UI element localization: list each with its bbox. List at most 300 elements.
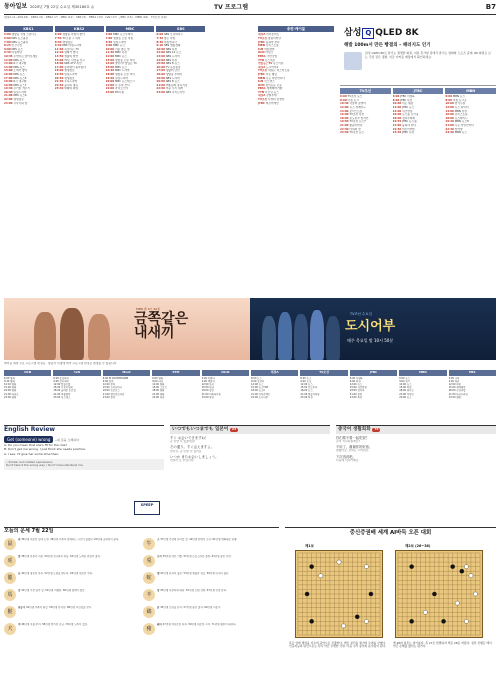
baduk-commentary-right: 백 26의 침투는 날카롭다. 흑 27로 반발하자 백은 28로 버텼다. 실전 진행은 백이 약간 손해를 봤다는 평가다. [393,641,492,649]
schedule-column-kbs2 [55,26,104,318]
related-expressions [4,459,164,470]
zodiac-row [143,572,279,584]
zodiac-row [4,589,140,601]
board-label-right: 제2보 (26~36) [405,544,431,548]
black-stone [355,615,359,619]
schedule-column-sbs [156,26,205,318]
channel-header: Mnet [103,370,150,376]
program-row: 18:00 보도본부 핫라인 [340,116,369,120]
program-row: 18:00 놀라운 토요일 [53,389,76,393]
program-row: 9:00 천기 [399,379,410,383]
program-row: 15:00 SBS 8 뉴스 [156,62,180,66]
white-stone [423,610,427,614]
zodiac-text: 범 38년생 마음의 여유. 50년생 친구와의 만남. 62년생 노력한 만큼의 결과. [18,555,101,559]
zodiac-row [4,572,140,584]
zodiac-8-icon: 羊 [143,589,155,601]
program-row: 6:00 뉴스 [300,376,312,380]
program-row: 6:00 뉴스 [251,376,262,380]
program-row: 22:00 미운 우리 새끼 [156,87,184,91]
broadcast-schedule [4,26,256,318]
zodiac-text: 쥐 36년생 새로운 일에 도전. 48년생 가족과 함께하는 시간이 즐겁다. 60년생 금전운이 좋다. [18,538,120,542]
program-row: 15:00 사건반장 [349,386,367,390]
zodiac-text: 토끼 39년생 작은 기쁨. 51년생 조심스러운 결정. 63년생 좋은 인연. [157,555,232,559]
program-row: 15:00 MBC 뉴스 [105,65,128,69]
zodiac-4-icon: 兎 [143,555,155,567]
program-row: 14:00 보이스트롯 [340,109,363,113]
banner-right [250,298,496,360]
schedule-column-kbs1 [4,26,53,318]
channel-header: JTBC [393,88,444,94]
program-row: 19:20 일일드라마 [105,76,128,80]
program-row: 23:00 특선 [201,395,214,399]
channel-header: TV조선 [300,370,347,376]
cast-figure-icon [310,310,324,360]
program-row: JTBC 비긴어게인 [258,101,279,105]
program-row: 15:00 세계테마 [448,386,466,390]
program-row: 8:30 일일드라마 [105,40,127,44]
program-row: 16:00 KBS 뉴스 [4,72,25,76]
program-row: 9:00 다큐 [448,379,460,383]
program-row: 8:00 아침 토크쇼 [445,98,467,102]
horoscope-grid [4,536,279,635]
zodiac-text: 닭 45년생 조언을 듣자. 57년생 좋은 결과. 69년생 이동수. [157,606,222,610]
cast-figure-icon [262,316,276,360]
program-row: JTBC 아는 형님 [258,72,277,76]
program-row: 12:00 뉴스 [349,383,363,386]
lesson-number-badge: 24 [231,427,237,431]
program-row: 6:00 응답하라 [53,376,69,380]
channel-header: XTM [152,370,199,376]
program-row: 10:00 천기누설 [445,102,466,106]
zodiac-row [143,538,279,550]
channel-header: MBN [399,370,446,376]
zodiac-row [4,555,140,567]
program-row: 10:00 SBS 특선 [156,47,178,51]
program-row: 23:00 영화 [448,395,461,399]
program-row: 9:00 책읽어 [201,379,215,383]
program-row: 15:00 쇼미더머니 [102,386,122,390]
qled-q-mark: Q [362,28,374,39]
host-figure-icon [34,312,56,360]
jp-sentence: いつか またお会いしましょう。 [170,455,219,460]
zodiac-text: 뱀 41년생 휴식이 필요. 53년생 재물운 상승. 65년생 인내가 필요. [157,572,230,576]
program-row: 18:00 뉴스A [251,389,265,393]
cast-figure-icon [278,312,292,360]
program-row: 16:00 TV 동물농장 [156,65,181,69]
cn-sentence: 不用了，谢谢你的好意。 [336,445,373,450]
program-row: 18:00 영화 [4,389,17,393]
program-row: 15:00 보도본부 [300,386,318,390]
program-row: 7:50 TV소설 그 여자 [54,36,81,40]
program-row: 9:30 아침마당 [4,51,22,55]
lesson-number-badge: 76 [374,427,379,431]
channel-header: 채널A [251,370,298,376]
cable-column [449,370,496,422]
program-row: 15:00 다큐 [201,386,214,390]
program-row: 8:00 아침 토크 [340,98,359,102]
baduk-column [285,527,496,687]
black-stone [310,619,314,623]
channel-header: KBS1 [4,26,53,32]
program-row: 12:00 JTBC 뉴스 [392,106,415,110]
program-row: 21:00 뭉찬 [349,392,363,396]
program-row: 23:00 도시어부 [251,395,268,399]
cable-column [4,370,51,422]
cn-translation: 같이 식사하실래요? [336,439,360,443]
program-row: 15:00 노래가 좋아 [4,69,28,73]
banner-left [4,298,250,360]
program-row: 21:00 나 혼자 산다 [105,83,130,87]
channel-header: tvN [53,370,100,376]
program-row: 9:00 모닝 [300,379,312,383]
program-row: 10:45 무엇이든 물어보세요 [4,54,38,58]
program-row: 10:30 사랑의 콜센타 [340,102,366,106]
program-row: 18:00 와이드 [399,389,414,393]
program-row: 6:00 어쩌다 [201,376,215,380]
horoscope [4,527,279,687]
program-row: 12:00 뮤직 [102,383,116,386]
program-row: 13:00 생방송 오늘 저녁 [105,58,135,62]
program-row: 20:30 일일드라마 [4,90,27,94]
black-stone [305,592,309,596]
program-row: 18:00 생방송 오늘 저녁 [105,72,135,76]
program-row: 18:00 정치부회의 [392,116,416,120]
channel-header: MBN [445,88,496,94]
horoscope-title: 오늘의 운세 7월 22일 [4,528,54,534]
program-banner [4,298,496,360]
program-row: 11:00 속보이는 TV [54,47,79,51]
zodiac-2-icon: 牛 [143,538,155,550]
program-row: 17:00 슈퍼맨이 돌아왔다 [54,65,86,69]
program-row: TV조선 내일은 미스터트롯 [258,69,290,73]
channel-header: OCN [4,370,51,376]
program-row: 20:30 생생정보 [54,76,75,80]
program-row: JTBC 뭉쳐야 찬다 [258,40,280,44]
program-row: 20:00 MBC 뉴스데스크 [105,80,135,84]
schedule-column-mbc [106,26,155,318]
program-row: 6:00 아침& [349,376,363,380]
dialog-line: A: Do you mean that she's fit for the role? [4,442,67,447]
program-row: 10:00 기분 좋은 날 [105,47,130,51]
program-row: 15:00 특선 [399,386,412,390]
dialog-line: B: Don't get me wrong. I just think she needs practice. [4,447,86,452]
cn-sentence: 下次再说吧。 [336,454,356,459]
program-row: 18:00 생생정보 [54,69,75,73]
cable-schedule [4,370,496,422]
program-row: 14:00 SBS 특선 [156,58,178,62]
program-row: 23:00 다큐 [152,395,165,399]
program-row: 19:00 SBS 드라마 [156,76,180,80]
white-stone [364,619,368,623]
program-row: 19:40 MBN 뉴스8 [445,120,469,124]
program-row: 12:00 요리 [201,383,214,386]
program-row: 18:00 극한직업 [448,389,466,393]
white-stone [469,574,473,578]
go-board-right [395,550,483,638]
zodiac-6-icon: 蛇 [143,572,155,584]
program-row: 21:00 뽕숭아학당 [340,124,363,127]
program-row: 21:00 엠카운트다운 [102,392,125,396]
program-row: 16:00 TV조선 특선 [340,113,365,117]
program-row: 9:10 SBS 생활경제 [156,44,181,48]
program-row: 14:00 찾아라! 맛있는 TV [105,62,137,66]
banner-right-tag: TV조선 수요일 [350,312,372,316]
program-row: 12:00 SBS 12 뉴스 [156,51,182,55]
cable-list-column [258,26,334,318]
channel-header: MBC [106,26,155,32]
program-row: 23:00 뉴스 [399,395,412,399]
cn-translation: 괜찮아요, 호의는 고마워요. [336,449,370,453]
program-row: 9:00 삼시세끼 [53,379,69,383]
white-stone [455,601,459,605]
program-row: 18:00 강연 [201,389,214,393]
program-row: 18:00 6시 내고향 [4,80,27,84]
jp-sentence: その通り。すぐ会えますよ。 [170,445,215,450]
channel-header: EBS [449,370,496,376]
program-row: 18:00 정치부 [349,389,365,393]
program-row: 6:00 영화 [152,376,163,380]
program-row: 7:00 KBS 뉴스광장 [4,40,29,44]
channel-header: SBS [156,26,205,32]
program-row: 21:00 나는 자연인이다 [445,124,474,127]
cable-column [53,370,100,422]
black-stone [369,592,373,596]
program-row: 23:00 영화 [4,395,17,399]
samsung-brand-row [340,26,496,41]
program-row: 8:30 생생정보 [54,40,73,44]
program-row: 23:00 SBS 나이트라인 [156,90,185,94]
ad-body: 삼성 QLED 8K로 즐기는 생생한 화질. 여름 휴가철 집에서 즐기는 영화와 스포츠 중계, 8K 화질로 보는 극장 같은 경험. 지금 가까운 매장에서 확인하세요. [365,50,491,59]
program-row: 15:00 수요미식회 [53,386,73,390]
issue-date: 2020년 7월 22일 수요일 제30160호 ◎ [30,5,95,9]
masthead [4,3,496,15]
cn-translation: 다음에 이야기해요. [336,459,360,463]
speep-logo: SPEEP [134,501,160,515]
zodiac-row [4,623,140,635]
channel-header: OtvN [202,370,249,376]
program-row: 21:00 KBS 뉴스9 [4,94,27,98]
cable-column [103,370,150,422]
program-row: 22:30 불후의 명곡 [54,83,79,87]
schedule-column-mbn [445,88,496,296]
program-row: 12:00 MBC 뉴스 [105,54,128,58]
program-row: 23:00 PD수첩 [105,90,124,94]
baduk-title: 중신증권배 세계 AI바둑 오픈 대회 [349,530,432,536]
host-figure-icon [60,308,84,360]
channel-header: TV조선 [340,88,391,94]
related-note: • Similar and related expressions [6,459,53,464]
schedule-column-tvchosun [340,88,391,296]
program-row: 9:00 MBC 뉴스 [105,44,126,48]
program-row: 18:00 생방송 투데이 [156,72,183,76]
zodiac-10-icon: 鷄 [143,606,155,618]
zodiac-row [143,623,279,635]
baduk-commentary: 흑은 상변 세력을 키우며 중앙으로 진출한다. 백은 실리를 챙기며 우변을 굳혔다. 인공지능의 판단으로는 흑이 약간 우세한 국면. 다음 수가 승부의 분수령이 된다. [289,641,387,649]
zodiac-text: 원숭이 44년생 가족의 화합. 56년생 문서운. 68년생 자신감을 갖자. [18,606,92,610]
program-row: 9:00 KBS 뉴스 [4,47,23,51]
program-row: TV조선 뽕숭아학당 [258,36,281,40]
zodiac-12-icon: 豬 [143,623,155,635]
zodiac-7-icon: 馬 [4,589,16,601]
program-row: 11:30 MBC 특선 [105,51,128,55]
white-stone [464,619,468,623]
program-row: 22:30 아내의 맛 [340,127,361,131]
program-row: 22:00 생생정보 [4,98,24,102]
program-row: 17:00 생활의 달인 [156,69,180,73]
english-review-title: English Review [4,426,55,433]
program-row: 18:00 프로듀스 [102,389,120,393]
section-title: TV 프로그램 [214,4,249,11]
program-row: YTN 이브닝 뉴스 [258,90,279,94]
go-board-left [295,550,383,638]
jp-sentence: すぐ お会いできますね！ [170,435,209,440]
program-row: 6:00 MBN 뉴스 [445,95,466,99]
zodiac-1-icon: 鼠 [4,538,16,550]
program-row: 20:00 SBS 8 뉴스 [156,80,180,84]
dialog-line: A: I see. I'll give her some time then. [4,452,60,456]
zodiac-3-icon: 虎 [4,555,16,567]
program-row: 23:40 JTBC 특선 [392,131,415,135]
program-row: 6:00 SBS 모닝와이드 [156,33,183,37]
program-row: 23:00 특선 [349,395,363,399]
program-row: 6:00 생방송 아침이 좋다 [54,33,85,37]
program-row: 9:40 KBS 아침드라마 [54,44,82,48]
zodiac-text: 개 46년생 지출 주의. 58년생 반가운 손님. 70년생 노력이 결실. [18,623,88,627]
program-row: 16:00 KBS 2TV 특선 [54,62,82,66]
zodiac-9-icon: 猴 [4,606,16,618]
tv-thumbnail-icon [344,52,362,70]
program-row: MBN 보이스트롯 [258,44,279,48]
program-row: 6:00 M COUNTDOWN [102,376,129,380]
english-meaning: ~의 뜻을 오해하다 [54,437,80,442]
program-row: 21:00 여름방학 [53,392,71,396]
samsung-logo: 삼성 [344,28,362,38]
program-row: 15:00 스포츠 [152,386,167,390]
black-stone [410,619,414,623]
zodiac-row [143,589,279,601]
black-stone [432,592,436,596]
program-row: 22:00 라디오스타 [105,87,128,91]
right-schedule [340,88,496,296]
program-row: 14:00 KBS 뉴스 [4,65,25,69]
chinese-lesson [336,425,496,523]
zodiac-text: 용 40년생 평온한 하루. 52년생 도움을 받는다. 64년생 새로운 기회. [18,572,93,576]
program-row: 23:00 시사기획 창 [4,101,28,105]
banner-left-title: 금쪽같은 내새끼 [134,311,189,341]
program-row: 6:00 TV조선 뉴스 [340,95,363,99]
cn-sentence: 你们要不要一起吃饭？ [336,435,369,440]
program-row: 9:00 김진의 [251,379,265,383]
program-row: 5:00 생방송 상생 스튜디오 [4,33,37,37]
zodiac-row [143,606,279,618]
program-row: 12:00 알쓸신잡 [53,383,71,386]
program-row: 9:00 다큐 [152,379,163,383]
program-row: 10:00 아는 형님 [392,102,414,106]
banner-right-subtitle: 매주 목요일 밤 10시 50분 [347,338,394,343]
channel-legend: 채널A (2~20/119) · KBS1 (9) · KBS2 (7) · MBC (11) · SBS (5) · EBS1 (13) · tvN (17) · JTBC (15) · MBN (16) · TV조선 (19) [4,16,167,19]
zodiac-11-icon: 犬 [4,623,16,635]
cast-figure-icon [294,314,308,360]
program-row: 22:30 비긴어게인 [392,127,416,131]
cable-column [251,370,298,422]
program-row: 12:00 뉴스 파이터 [445,106,469,110]
program-row: 6:00 교육 [448,376,460,380]
program-row: 9:00 음악 [102,379,114,383]
program-row: 12:00 뉴스 [251,383,264,386]
channel-header: KBS2 [55,26,104,32]
program-row: 21:00 자연인 [399,392,414,396]
zodiac-row [4,538,140,550]
channel-header: 종편·케이블 [258,26,334,32]
jp-translation: 언젠가 또 만납시다. [170,459,195,463]
cable-column [152,370,199,422]
white-stone [319,574,323,578]
program-row: 12:00 과학 [448,383,461,386]
banner-right-title: 도시어부 [345,319,396,334]
banner-left-tag: MBN 밤 9시 40분 [136,307,161,311]
program-row: 21:00 타임즈 [4,392,19,396]
program-row: TV조선 사랑의 콜센타 [258,98,285,102]
black-stone [442,619,446,623]
host-figure-icon [88,314,110,360]
zodiac-text: 말 42년생 기분 좋은 일. 54년생 여행운. 66년생 협력이 중요. [18,589,86,593]
program-row: 23:50 TV조선 뉴스 [340,131,365,135]
white-stone [464,565,468,569]
english-review [4,425,164,523]
program-row: 14:00 MBN 특선 [445,109,467,113]
program-row: 13:00 6시 내고향 [4,62,27,66]
samsung-ad [340,26,496,86]
program-row: 채널A 강철부대 [258,94,277,98]
cable-column [202,370,249,422]
program-row: 23:00 특선 [300,395,313,399]
program-row: 14:00 사건반장 [392,109,413,113]
program-row: 6:00 MBC 뉴스투데이 [105,33,133,37]
program-row: 21:00 뽕숭아학당 [300,392,320,396]
program-row: YTN 뉴스특보 [258,58,276,62]
program-row: EBS1 세계테마기행 [258,87,283,91]
program-row: 21:00 영화 [152,392,165,396]
program-row: 6:00 JTBC 아침& [392,95,415,99]
program-row: OCN 경이로운 소문 [258,83,282,87]
black-stone [451,565,455,569]
program-row: 15:00 영화 [4,386,17,390]
program-row: 12:00 뉴스 퍼레이드 [340,106,366,110]
program-row: 12:00 뉴스 [399,383,412,386]
japanese-lesson [170,425,330,523]
program-row: 8:25 인간극장 [4,44,22,48]
white-stone [337,560,341,564]
zodiac-row [143,555,279,567]
program-row: 18:00 뉴스와이드 [445,116,468,120]
program-row: 16:30 MBC 드라마 [105,69,130,73]
program-row: 12:00 KBS 뉴스 [4,58,25,62]
white-stone [473,592,477,596]
program-row: 21:00 아이콘택트 [251,392,271,396]
program-row: 12:00 뉴스 [300,383,313,386]
program-row: 채널A 도시어부2 [258,65,279,69]
jp-translation: 맞아요. 곧 만날 수 있어요. [170,449,203,453]
program-row: 17:00 KBS 뉴스5 [4,76,27,80]
program-row: 21:30 수목드라마 [54,80,78,84]
program-row: 8:30 아침연속극 [156,40,177,44]
program-row: 16:00 뉴스룸 브리핑 [392,113,419,117]
qled-product-name: QLED 8K [375,28,419,38]
zodiac-text: 돼지 47년생 여유로운 하루. 59년생 새로운 시작. 71년생 행운이 따른다. [157,623,237,627]
program-row: 7:00 생방송 오늘 아침 [105,36,134,40]
ad-headline: 해발 100m서 만든 빵결의 – 패러지도 인기 [344,43,431,49]
board-label-left: 제1보 [305,544,314,548]
